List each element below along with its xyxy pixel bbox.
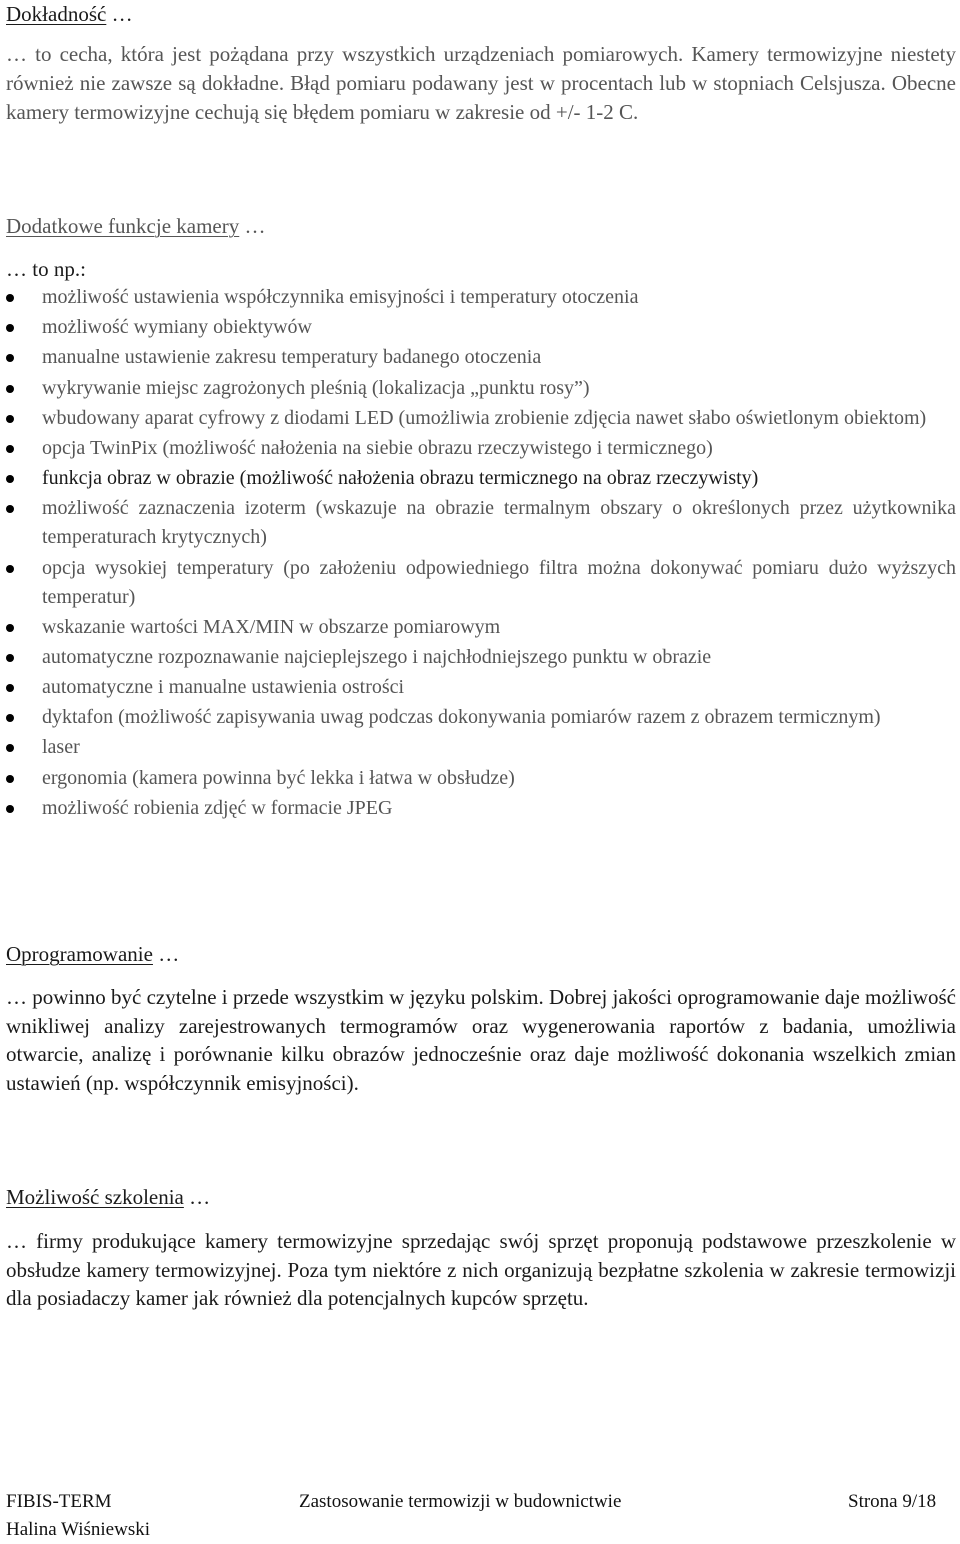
features-intro: … to np.: — [6, 257, 86, 281]
list-item: możliwość wymiany obiektywów — [0, 313, 956, 342]
section-heading-software — [6, 940, 179, 968]
list-item: opcja TwinPix (możliwość nałożenia na siebie obrazu rzeczywistego i termicznego) — [0, 434, 956, 463]
list-item: automatyczne rozpoznawanie najcieplejszego i najchłodniejszego punktu w obrazie — [0, 643, 956, 672]
bullet-icon — [6, 565, 14, 573]
list-item: dyktafon (możliwość zapisywania uwag podczas dokonywania pomiarów razem z obrazem termicznym) — [0, 703, 956, 732]
heading-text: Dokładność — [6, 2, 107, 26]
heading-ellipsis: … — [111, 2, 133, 26]
software-paragraph: … powinno być czytelne i przede wszystkim w języku polskim. Dobrej jakości oprogramowanie daje możliwość wnikliwej analizy zarejestrowanych termogramów oraz wygenerowania raportów z badania, umożliwia otwarcie, analizę i porównanie kilku obrazów jednocześnie oraz daje możliwość dokonania wszelkich zmian ustawień (np. współczynnik emisyjności). — [6, 985, 957, 1095]
bullet-icon — [6, 324, 14, 332]
list-item: manualne ustawienie zakresu temperatury badanego otoczenia — [0, 343, 956, 372]
section-heading-training — [6, 1183, 210, 1211]
list-item: laser — [0, 733, 956, 762]
list-item: wskazanie wartości MAX/MIN w obszarze pomiarowym — [0, 613, 956, 642]
footer-company: FIBIS-TERM — [6, 1491, 112, 1512]
list-item: możliwość robienia zdjęć w formacie JPEG — [0, 794, 956, 823]
features-list — [0, 283, 960, 824]
footer-author: Halina Wiśniewski — [6, 1519, 151, 1540]
training-paragraph: … firmy produkujące kamery termowizyjne sprzedając swój sprzęt proponują podstawowe przeszkolenie w obsłudze kamery termowizyjnej. Poza tym niektóre z nich organizują bezpłatne szkolenia w zakresie termowizji dla posiadaczy kamer jak również dla potencjalnych kupców sprzętu. — [6, 1229, 956, 1310]
bullet-icon — [6, 624, 14, 632]
list-item: możliwość zaznaczenia izoterm (wskazuje na obrazie termalnym obszary o określonych przez użytkownika temperaturach krytycznych) — [0, 494, 956, 552]
list-item: ergonomia (kamera powinna być lekka i łatwa w obsłudze) — [0, 764, 956, 793]
bullet-icon — [6, 385, 14, 393]
bullet-icon — [6, 354, 14, 362]
heading-ellipsis: … — [244, 214, 266, 238]
bullet-icon — [6, 805, 14, 813]
bullet-icon — [6, 294, 14, 302]
footer-title: Zastosowanie termowizji w budownictwie — [299, 1491, 622, 1512]
footer-left — [6, 1488, 150, 1544]
bullet-icon — [6, 714, 14, 722]
accuracy-paragraph: … to cecha, która jest pożądana przy wszystkich urządzeniach pomiarowych. Kamery termowizyjne niestety również nie zawsze są dokładne. Błąd pomiaru podawany jest w procentach lub w stopniach Celsjusza. Obecne kamery termowizyjne cechują się błędem pomiaru w zakresie od +/- 1-2 C. — [6, 42, 956, 124]
bullet-icon — [6, 744, 14, 752]
bullet-icon — [6, 684, 14, 692]
section-heading-extra-features — [6, 212, 266, 240]
bullet-icon — [6, 654, 14, 662]
bullet-icon — [6, 445, 14, 453]
heading-ellipsis: … — [158, 942, 180, 966]
list-item: opcja wysokiej temperatury (po założeniu odpowiedniego filtra można dokonywać pomiaru dużo wyższych temperatur) — [0, 554, 956, 612]
heading-text: Oprogramowanie — [6, 942, 153, 966]
list-item: możliwość ustawienia współczynnika emisyjności i temperatury otoczenia — [0, 283, 956, 312]
list-item: wbudowany aparat cyfrowy z diodami LED (umożliwia zrobienie zdjęcia nawet słabo oświetlonym obiektom) — [0, 404, 956, 433]
section-heading-accuracy — [6, 0, 133, 28]
heading-text: Możliwość szkolenia — [6, 1185, 184, 1209]
bullet-icon — [6, 475, 14, 483]
bullet-icon — [6, 415, 14, 423]
list-item: automatyczne i manualne ustawienia ostrości — [0, 673, 956, 702]
heading-text: Dodatkowe funkcje kamery — [6, 214, 240, 238]
bullet-icon — [6, 505, 14, 513]
footer-page-number: Strona 9/18 — [848, 1491, 937, 1512]
list-item: wykrywanie miejsc zagrożonych pleśnią (lokalizacja „punktu rosy”) — [0, 374, 956, 403]
list-item: funkcja obraz w obrazie (możliwość nałożenia obrazu termicznego na obraz rzeczywisty) — [0, 464, 956, 493]
bullet-icon — [6, 775, 14, 783]
heading-ellipsis: … — [189, 1185, 211, 1209]
